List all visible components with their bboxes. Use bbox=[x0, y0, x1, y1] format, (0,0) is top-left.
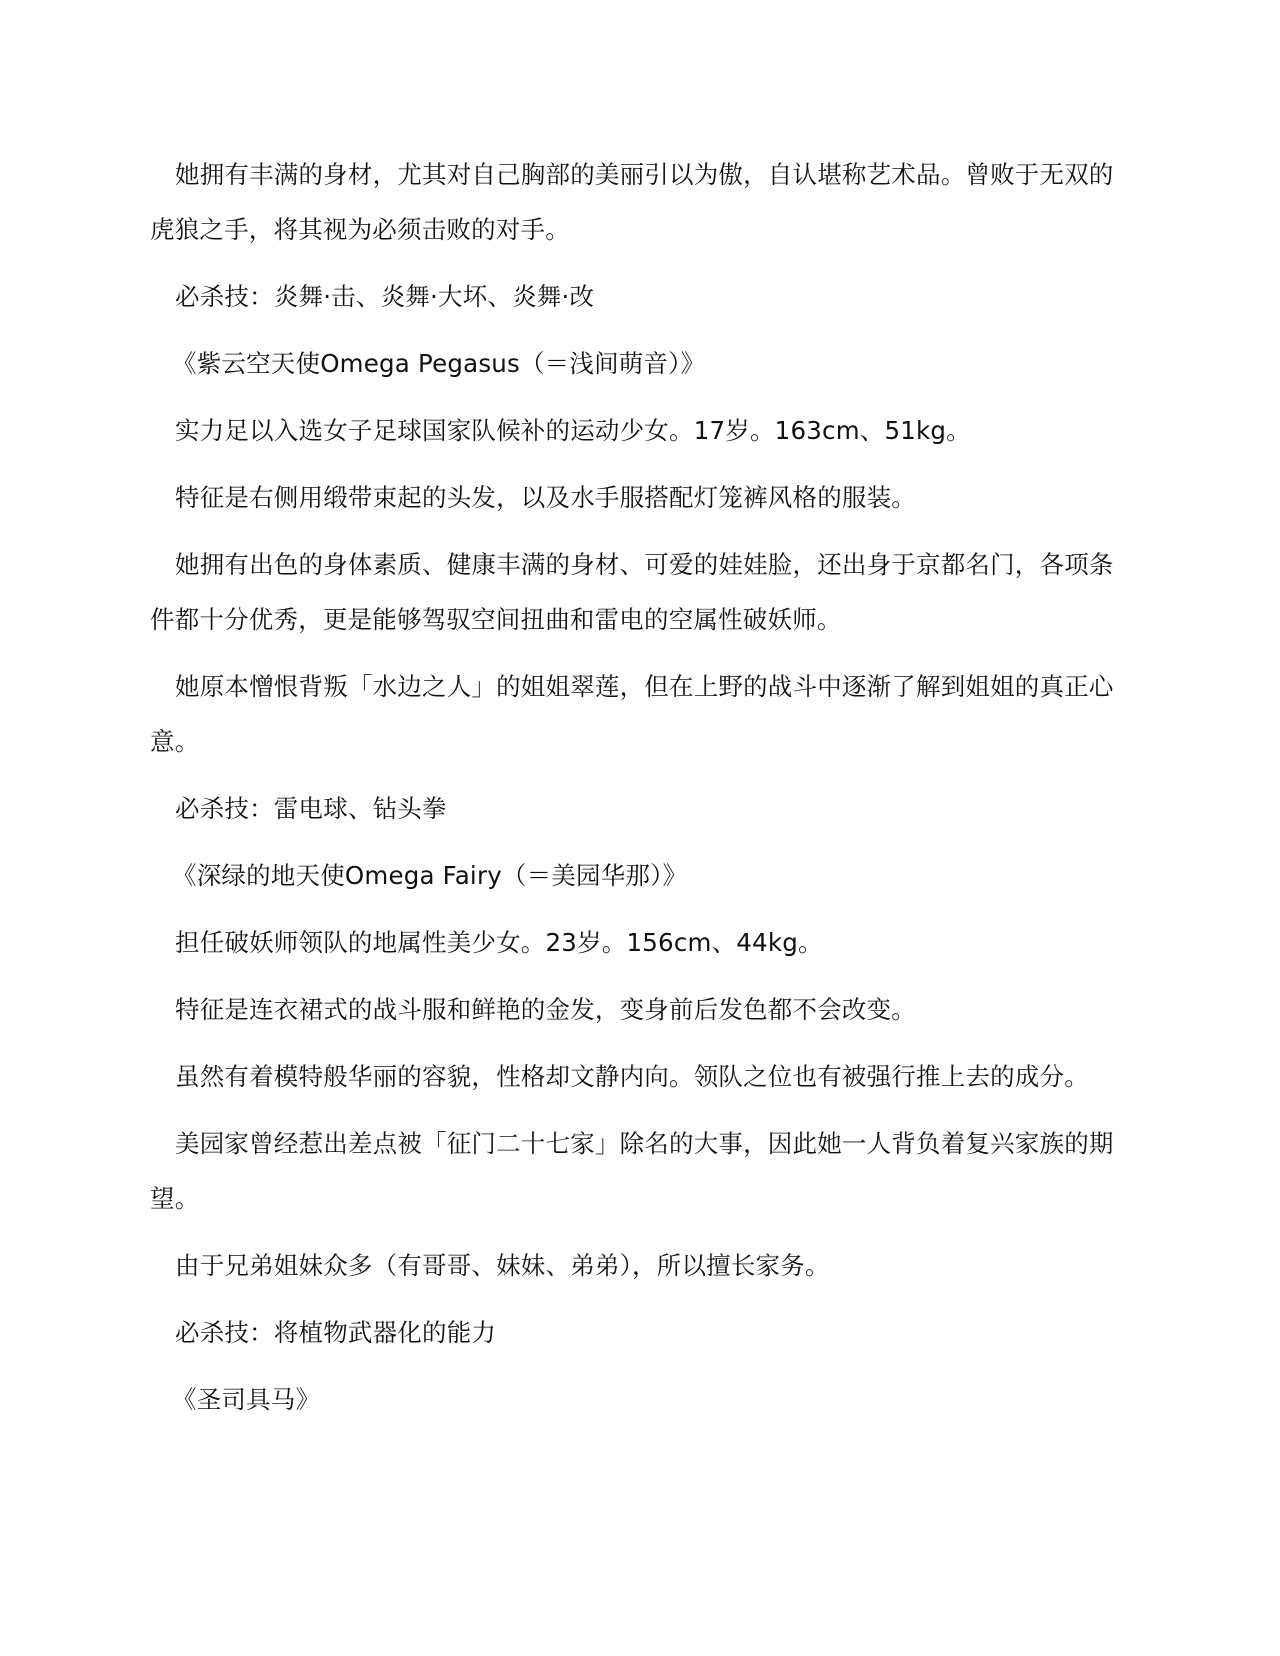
paragraph-description: 美园家曾经惹出差点被「征门二十七家」除名的大事，因此她一人背负着复兴家族的期望。 bbox=[150, 1129, 1114, 1213]
section-heading: 《深绿的地天使Omega Fairy（＝美园华那）》 bbox=[172, 861, 688, 890]
paragraph-description: 虽然有着模特般华丽的容貌，性格却文静内向。领队之位也有被强行推上去的成分。 bbox=[175, 1062, 1089, 1091]
section-heading: 《圣司具马》 bbox=[172, 1385, 321, 1414]
paragraph-description: 她拥有出色的身体素质、健康丰满的身材、可爱的娃娃脸，还出身于京都名门，各项条件都十分优秀，更是能够驾驭空间扭曲和雷电的空属性破妖师。 bbox=[150, 550, 1114, 634]
paragraph-description: 她原本憎恨背叛「水边之人」的姐姐翠莲，但在上野的战斗中逐渐了解到姐姐的真正心意。 bbox=[150, 672, 1114, 756]
paragraph-profile: 担任破妖师领队的地属性美少女。23岁。156cm、44kg。 bbox=[175, 928, 823, 957]
section-heading: 《紫云空天使Omega Pegasus（＝浅间萌音）》 bbox=[172, 349, 706, 378]
paragraph-special-moves: 必杀技：炎舞·击、炎舞·大坏、炎舞·改 bbox=[175, 282, 595, 311]
paragraph-description: 她拥有丰满的身材，尤其对自己胸部的美丽引以为傲，自认堪称艺术品。曾败于无双的虎狼之手，将其视为必须击败的对手。 bbox=[150, 160, 1114, 244]
document-body bbox=[150, 147, 1130, 1439]
paragraph-description: 由于兄弟姐妹众多（有哥哥、妹妹、弟弟），所以擅长家务。 bbox=[175, 1251, 830, 1280]
paragraph-features: 特征是右侧用缎带束起的头发，以及水手服搭配灯笼裤风格的服装。 bbox=[175, 483, 916, 512]
paragraph-profile: 实力足以入选女子足球国家队候补的运动少女。17岁。163cm、51kg。 bbox=[175, 416, 971, 445]
paragraph-special-moves: 必杀技：雷电球、钻头拳 bbox=[175, 794, 447, 823]
paragraph-special-moves: 必杀技：将植物武器化的能力 bbox=[175, 1318, 497, 1347]
paragraph-features: 特征是连衣裙式的战斗服和鲜艳的金发，变身前后发色都不会改变。 bbox=[175, 995, 916, 1024]
